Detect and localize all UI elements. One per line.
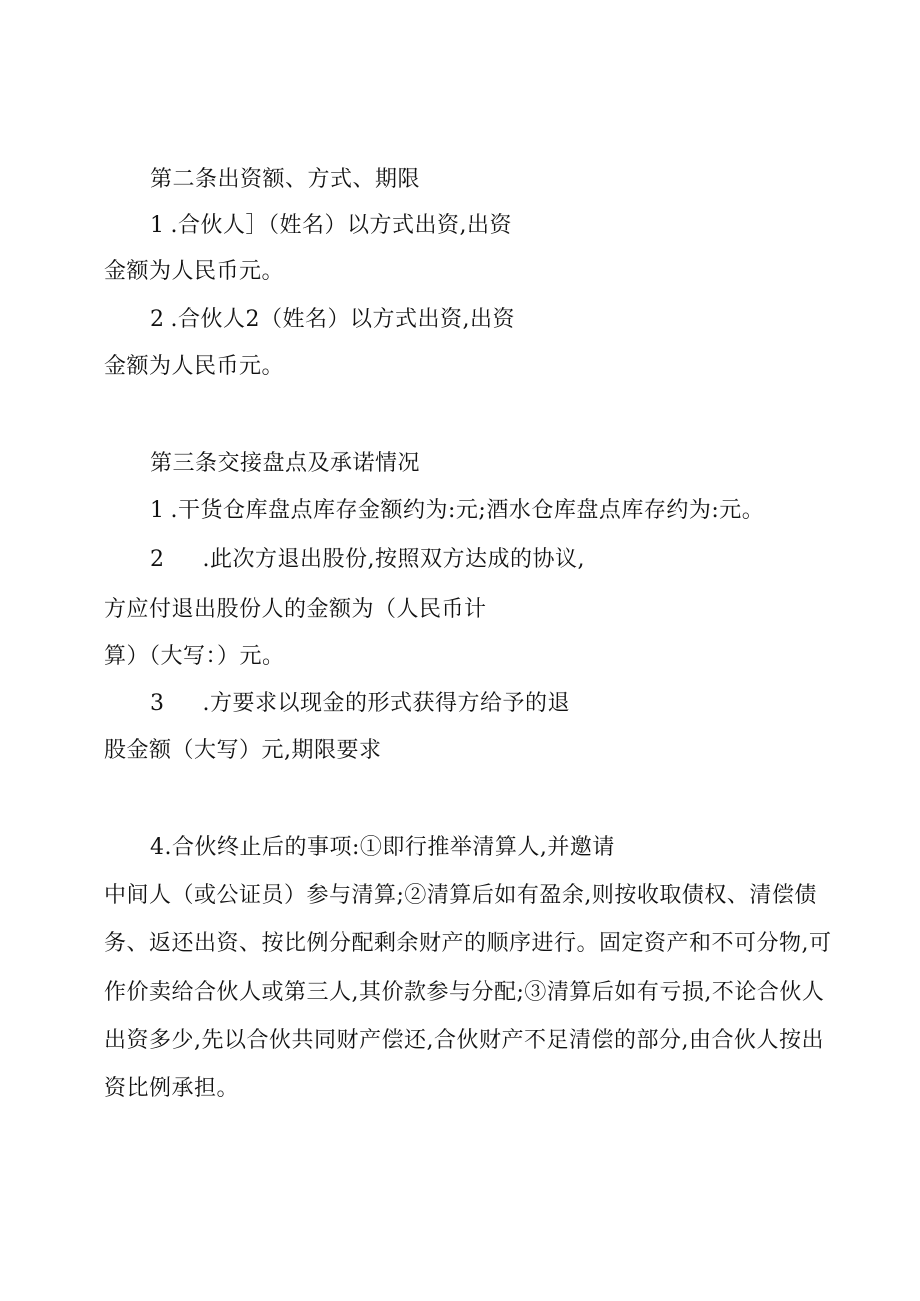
section3-item4-line-1: 中间人（或公证员）参与清算;②清算后如有盈余,则按收取债权、清偿债	[104, 883, 817, 908]
section3-item4-line-5: 资比例承担。	[104, 1076, 240, 1101]
section2-heading: 第二条出资额、方式、期限	[150, 167, 421, 192]
section3-item4-line-4: 出资多少,先以合伙共同财产偿还,合伙财产不足清偿的部分,由合伙人按出	[104, 1028, 824, 1053]
section3-item4-line-3: 作价卖给合伙人或第三人,其价款参与分配;③清算后如有亏损,不论合伙人	[104, 980, 825, 1005]
section3-item2-number: 2	[150, 547, 165, 572]
section3-item1-text: .干货仓库盘点库存金额约为:元;酒水仓库盘点库存约为:元。	[170, 498, 765, 523]
section3-item2-continuation-2: 算）（大写：）元。	[104, 644, 285, 669]
section2-item2-number: 2	[150, 307, 165, 332]
section3-item4-line-2: 务、返还出资、按比例分配剩余财产的顺序进行。固定资产和不可分物,可	[104, 931, 832, 956]
section3-item3	[150, 690, 570, 718]
section2-item2	[150, 306, 515, 334]
section3-item3-number: 3	[150, 691, 165, 716]
section3-item1-number: 1	[150, 498, 165, 523]
section2-item2-continuation: 金额为人民币元。	[104, 354, 285, 379]
section2-item1-text: .合伙人］（姓名）以方式出资,出资	[170, 213, 512, 238]
section2-item1	[150, 212, 512, 240]
section3-heading: 第三条交接盘点及承诺情况	[150, 451, 421, 476]
section2-item1-continuation: 金额为人民币元。	[104, 259, 285, 284]
section2-item1-number: 1	[150, 213, 165, 238]
section3-item2	[150, 546, 585, 574]
section3-item2-continuation-1: 方应付退出股份人的金额为（人民币计	[104, 597, 487, 622]
section2-item2-text: .合伙人2（姓名）以方式出资,出资	[170, 307, 515, 332]
section3-item2-text: .此次方退出股份,按照双方达成的协议,	[202, 547, 585, 572]
section3-item1	[150, 497, 764, 525]
section3-item3-text: .方要求以现金的形式获得方给予的退	[202, 691, 570, 716]
section3-item3-continuation: 股金额（大写）元,期限要求	[104, 738, 382, 763]
section3-item4: 4.合伙终止后的事项:①即行推举清算人,并邀请	[150, 835, 615, 860]
